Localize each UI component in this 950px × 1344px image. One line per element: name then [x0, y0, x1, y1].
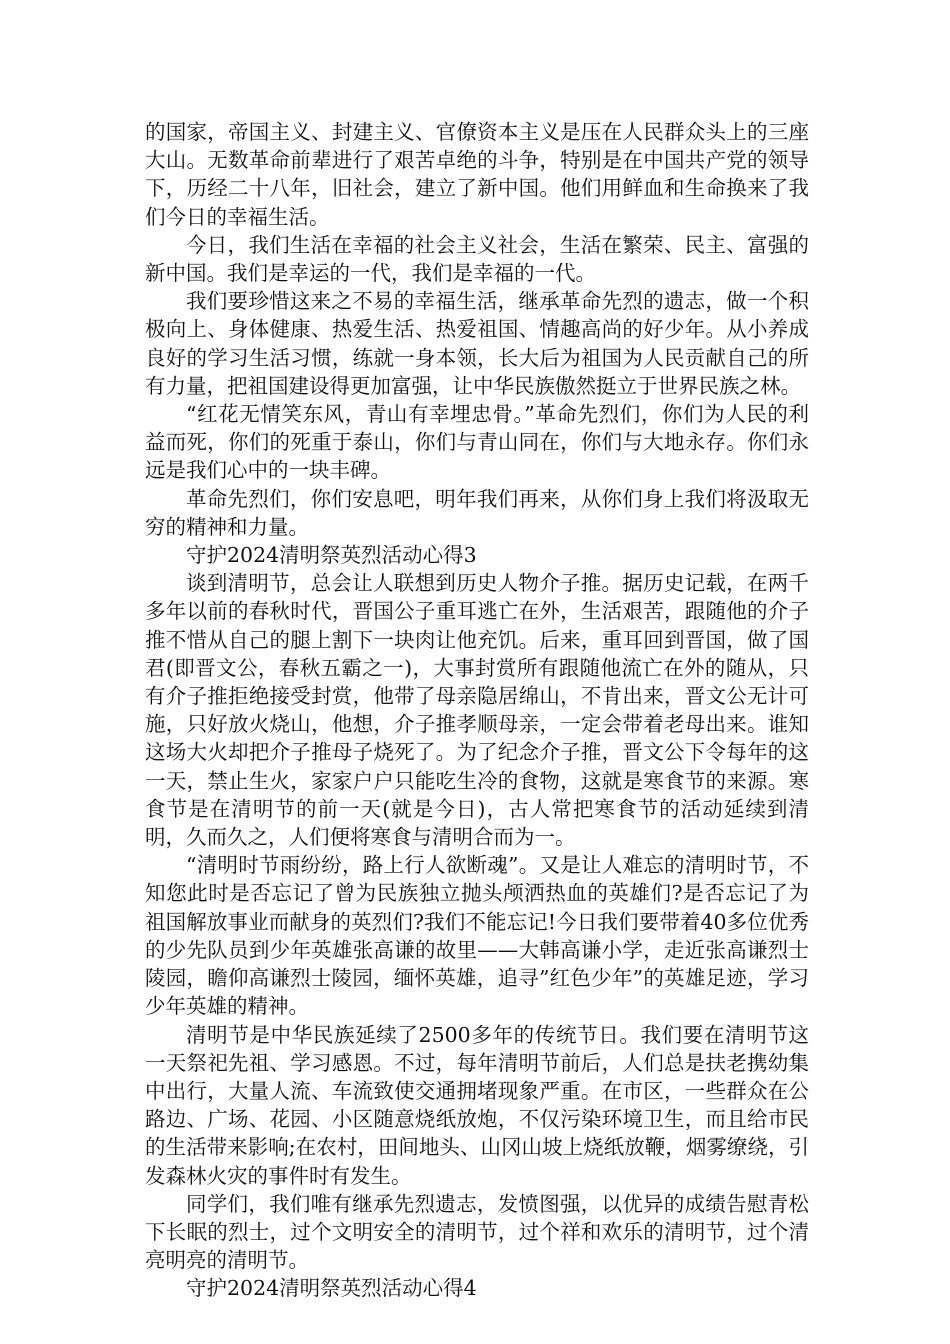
paragraph: 清明节是中华民族延续了2500多年的传统节日。我们要在清明节这一天祭祀先祖、学习感恩。不过，每年清明节前后，人们总是扶老携幼集中出行，大量人流、车流致使交通拥堵现象严重。在市区，一些群众在公路边、广场、花园、小区随意烧纸放炮，不仅污染环境卫生，而且给市民的生活带来影响;在农村，田间地头、山冈山坡上烧纸放鞭，烟雾缭绕，引发森林火灾的事件时有发生。 — [145, 1022, 809, 1188]
paragraph: “清明时节雨纷纷，路上行人欲断魂”。又是让人难忘的清明时节，不知您此时是否忘记了曾为民族独立抛头颅洒热血的英雄们?是否忘记了为祖国解放事业而献身的英烈们?我们不能忘记!今日我们要带着40多位优秀的少先队员到少年英雄张高谦的故里——大韩高谦小学，走近张高谦烈士陵园，瞻仰高谦烈士陵园，缅怀英雄，追寻”红色少年”的英雄足迹，学习少年英雄的精神。 — [145, 853, 809, 1019]
section-heading: 守护2024清明祭英烈活动心得3 — [186, 543, 477, 568]
paragraph: 革命先烈们，你们安息吧，明年我们再来，从你们身上我们将汲取无穷的精神和力量。 — [145, 486, 809, 539]
document-body — [145, 118, 809, 1303]
section-heading: 守护2024清明祭英烈活动心得4 — [186, 1276, 477, 1301]
paragraph: 同学们，我们唯有继承先烈遗志，发愤图强，以优异的成绩告慰青松下长眠的烈士，过个文明安全的清明节，过个祥和欢乐的清明节，过个清亮明亮的清明节。 — [145, 1191, 809, 1273]
paragraph: 我们要珍惜这来之不易的幸福生活，继承革命先烈的遗志，做一个积极向上、身体健康、热爱生活、热爱祖国、情趣高尚的好少年。从小养成良好的学习生活习惯，练就一身本领，长大后为祖国为人民贡献自己的所有力量，把祖国建设得更加富强，让中华民族傲然挺立于世界民族之林。 — [145, 289, 809, 398]
paragraph: 谈到清明节，总会让人联想到历史人物介子推。据历史记载，在两千多年以前的春秋时代，晋国公子重耳逃亡在外，生活艰苦，跟随他的介子推不惜从自己的腿上割下一块肉让他充饥。后来，重耳回到晋国，做了国君(即晋文公，春秋五霸之一)，大事封赏所有跟随他流亡在外的随从，只有介子推拒绝接受封赏，他带了母亲隐居绵山，不肯出来，晋文公无计可施，只好放火烧山，他想，介子推孝顺母亲，一定会带着老母出来。谁知这场大火却把介子推母子烧死了。为了纪念介子推，晋文公下令每年的这一天，禁止生火，家家户户只能吃生冷的食物，这就是寒食节的来源。寒食节是在清明节的前一天(就是今日)，古人常把寒食节的活动延续到清明，久而久之，人们便将寒食与清明合而为一。 — [145, 571, 809, 850]
paragraph: 今日，我们生活在幸福的社会主义社会，生活在繁荣、民主、富强的新中国。我们是幸运的一代，我们是幸福的一代。 — [145, 232, 809, 286]
paragraph: “红花无情笑东风，青山有幸埋忠骨。”革命先烈们，你们为人民的利益而死，你们的死重于泰山，你们与青山同在，你们与大地永存。你们永远是我们心中的一块丰碑。 — [145, 402, 809, 483]
paragraph-continuation: 的国家，帝国主义、封建主义、官僚资本主义是压在人民群众头上的三座大山。无数革命前辈进行了艰苦卓绝的斗争，特别是在中国共产党的领导下，历经二十八年，旧社会，建立了新中国。他们用鲜血和生命换来了我们今日的幸福生活。 — [145, 120, 809, 229]
